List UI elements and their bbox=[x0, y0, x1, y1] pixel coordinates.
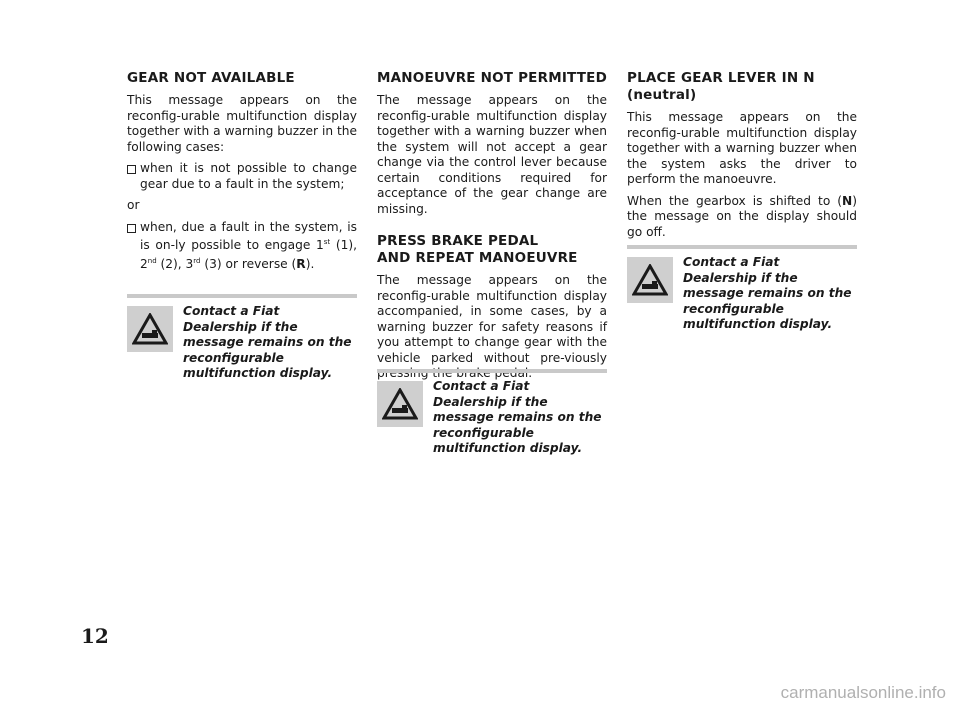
warning-text: Contact a Fiat Dealership if the message remains on the reconfigurable multifunction display. bbox=[183, 304, 352, 380]
warning-text: Contact a Fiat Dealership if the message remains on the reconfigurable multifunction display. bbox=[683, 255, 852, 331]
checkbox-bullet-icon bbox=[127, 224, 136, 233]
warning-triangle-icon bbox=[127, 306, 173, 352]
heading-press-brake-pedal: PRESS BRAKE PEDAL AND REPEAT MANOEUVRE bbox=[377, 233, 578, 266]
bullet-text: when it is not possible to change gear due to a fault in the system; bbox=[140, 161, 357, 191]
warning-note-2 bbox=[377, 369, 607, 457]
column-2 bbox=[377, 70, 607, 388]
column-3 bbox=[627, 70, 857, 246]
bullet-item bbox=[127, 161, 357, 192]
page-number: 12 bbox=[81, 624, 109, 648]
heading-manoeuvre-not-permitted: MANOEUVRE NOT PERMITTED bbox=[377, 70, 608, 86]
warning-note-3 bbox=[627, 245, 857, 333]
heading-gear-not-available: GEAR NOT AVAILABLE bbox=[127, 70, 295, 86]
gear-not-available-intro: This message appears on the reconfig-urable multifunction display together with a warning buzzer in the following cases: bbox=[127, 93, 357, 154]
press-brake-pedal-text: The message appears on the reconfig-urable multifunction display accompanied, in some cases, by a warning buzzer for safety reasons if you attempt to change gear with the vehicle parked without pre-viously pressing the brake pedal. bbox=[377, 273, 607, 380]
bullet-item bbox=[127, 220, 357, 273]
or-text: or bbox=[127, 198, 140, 212]
bullet-text: when, due a fault in the system, is is on-ly possible to engage 1st (1), 2nd (2), 3rd (3) or reverse (R). bbox=[140, 219, 357, 271]
heading-place-gear-lever: PLACE GEAR LEVER IN N (neutral) bbox=[627, 70, 815, 103]
place-gear-lever-text: This message appears on the reconfig-urable multifunction display together with a warning buzzer when the system asks the driver to perform the manoeuvre. bbox=[627, 110, 857, 186]
watermark: carmanualsonline.info bbox=[780, 683, 946, 702]
warning-triangle-icon bbox=[627, 257, 673, 303]
warning-text: Contact a Fiat Dealership if the message remains on the reconfigurable multifunction display. bbox=[433, 379, 602, 455]
checkbox-bullet-icon bbox=[127, 165, 136, 174]
column-1 bbox=[127, 70, 357, 278]
gearbox-shift-text: When the gearbox is shifted to (N) the message on the display should go off. bbox=[627, 193, 857, 239]
warning-note-1 bbox=[127, 294, 357, 382]
manoeuvre-not-permitted-text: The message appears on the reconfig-urable multifunction display together with a warning buzzer when the system will not accept a gear change via the control lever because certain conditions required for acceptance of the gear change are missing. bbox=[377, 93, 607, 216]
warning-triangle-icon bbox=[377, 381, 423, 427]
